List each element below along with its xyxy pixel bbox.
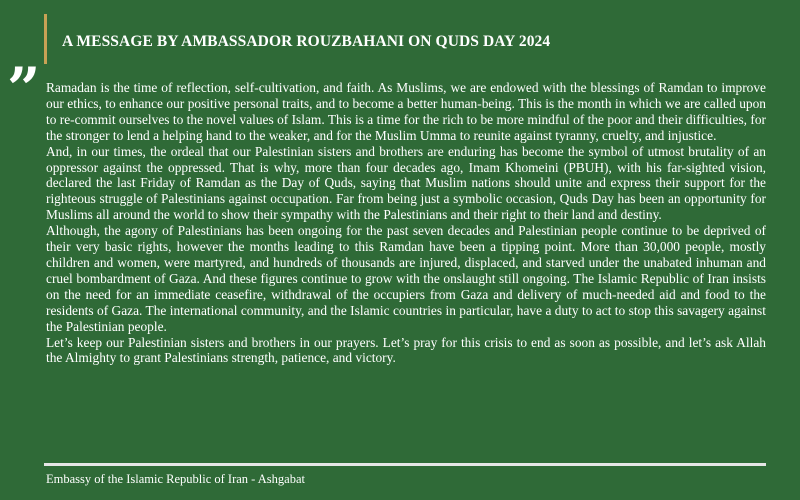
- footer-divider: [44, 463, 766, 466]
- message-body: [46, 80, 766, 366]
- paragraph-4: Let’s keep our Palestinian sisters and brothers in our prayers. Let’s pray for this crisis to end as soon as possible, and let’s ask Allah the Almighty to grant Palestinians strength, patience, and victory.: [46, 334, 766, 366]
- paragraph-2: And, in our times, the ordeal that our Palestinian sisters and brothers are enduring has become the symbol of utmost brutality of an oppressor against the oppressed. That is why, more than four decades ago, Imam Khomeini (PBUH), with his far-sighted vision, declared the last Friday of Ramdan as the Day of Quds, saying that Muslim nations should unite and express their support for the righteous struggle of Palestinians against occupation. Far from being just a symbolic occasion, Quds Day has been an opportunity for Muslims all around the world to show their sympathy with the Palestinians and their right to their land and destiny.: [46, 143, 766, 223]
- page-title: A MESSAGE BY AMBASSADOR ROUZBAHANI ON QUDS DAY 2024: [62, 33, 551, 50]
- paragraph-3: Although, the agony of Palestinians has been ongoing for the past seven decades and Palestinian people continue to be deprived of their very basic rights, however the months leading to this Ramdan have been a tipping point. More than 30,000 people, mostly children and women, were martyred, and hundreds of thousands are injured, displaced, and starved under the unabated inhuman and cruel bombardment of Gaza. And these figures continue to grow with the onslaught still ongoing. The Islamic Republic of Iran insists on the need for an immediate ceasefire, withdrawal of the occupiers from Gaza and delivery of much-needed aid and food to the residents of Gaza. The international community, and the Islamic countries in particular, have a duty to act to stop this savagery against the Palestinian people.: [46, 223, 766, 334]
- quote-mark-icon: ”: [7, 55, 41, 123]
- footer-signature: Embassy of the Islamic Republic of Iran - Ashgabat: [46, 472, 305, 486]
- title-accent-bar: [44, 14, 47, 64]
- paragraph-1: Ramadan is the time of reflection, self-cultivation, and faith. As Muslims, we are endowed with the blessings of Ramdan to improve our ethics, to enhance our positive personal traits, and to become a better human-being. This is the month in which we are called upon to re-commit ourselves to the novel values of Islam. This is a time for the rich to be more mindful of the poor and their difficulties, for the stronger to lend a helping hand to the weaker, and for the Muslim Umma to reunite against tyranny, cruelty, and injustice.: [46, 80, 766, 143]
